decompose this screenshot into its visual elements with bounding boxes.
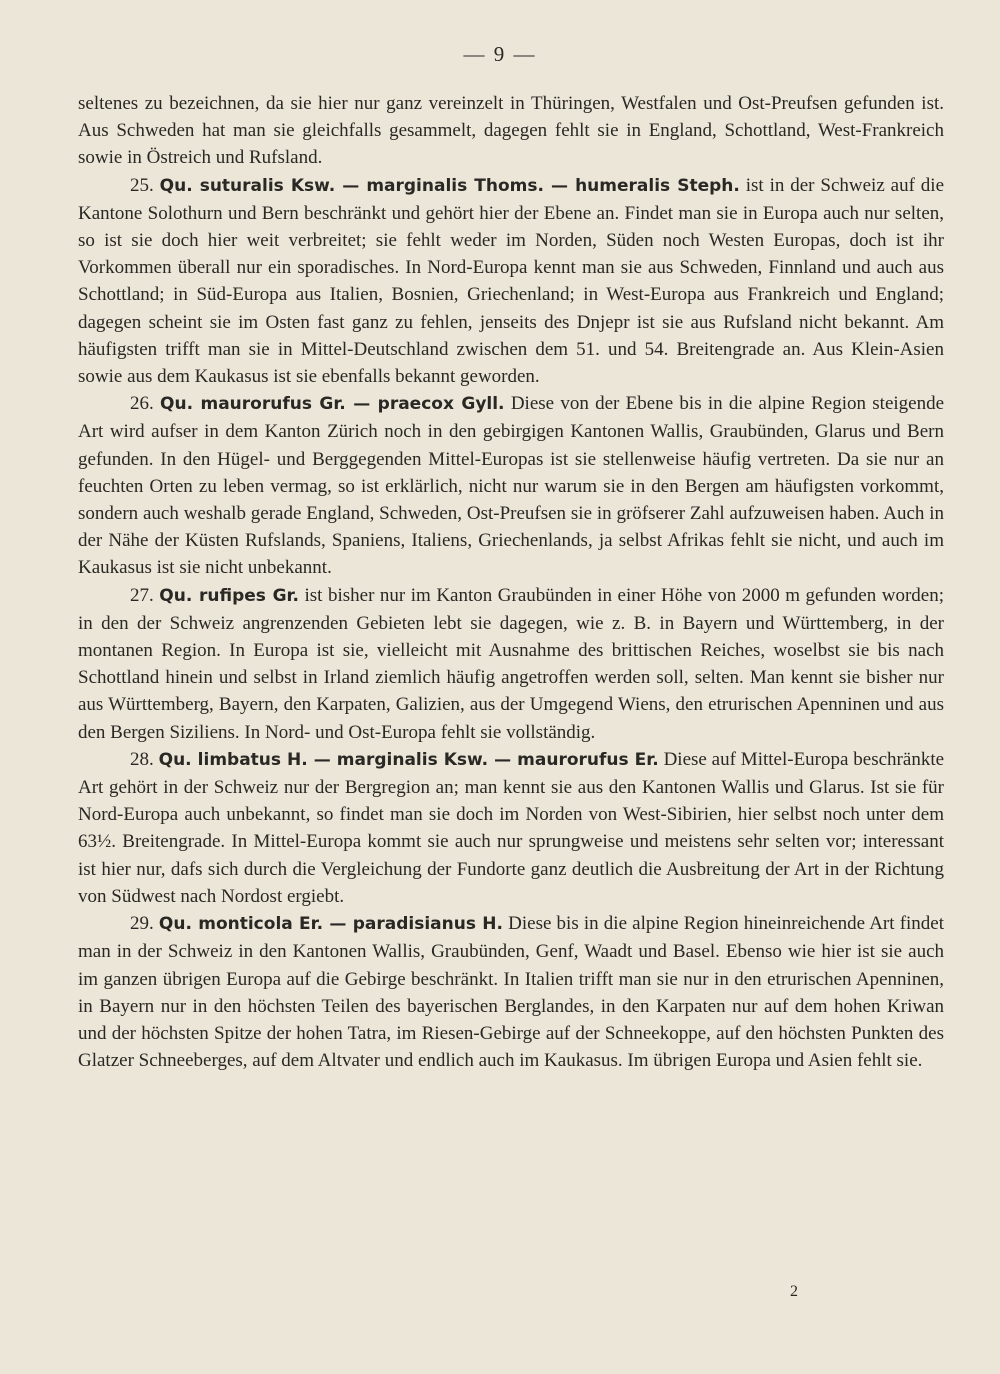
entry-number: 28.: [130, 748, 154, 770]
species-name: Qu. limbatus H. — marginalis Ksw. — maurorufus Er.: [158, 749, 659, 770]
species-name: Qu. suturalis Ksw. — marginalis Thoms. — humeralis Steph.: [159, 175, 740, 196]
species-entry-29: [78, 910, 944, 1074]
entry-number: 29.: [130, 913, 154, 935]
species-entry-27: [78, 582, 944, 746]
entry-text: Diese bis in die alpine Region hineinreichende Art findet man in der Schweiz in den Kantonen Wallis, Graubünden, Genf, Waadt und Basel. Ebenso wie hier ist sie auch im ganzen übrigen Europa auf die Gebirge beschränkt. In Italien trifft man sie nur in den etrurischen Apenninen, in Bayern nur in den höchsten Teilen des bayerischen Berglandes, in den Karpaten nur auf dem hohen Kriwan und der höchsten Spitze der hohen Tatra, im Riesen-Gebirge auf der Schneekoppe, auf den höchsten Punkten des Glatzer Schneeberges, auf dem Altvater und endlich auch im Kaukasus. Im übrigen Europa und Asien fehlt sie.: [78, 913, 945, 1072]
entry-text: ist in der Schweiz auf die Kantone Solothurn und Bern beschränkt und gehört hier der Ebene an. Findet man sie in Europa auch nur selten, so ist sie doch hier weit verbreitet; sie fehlt weder im Norden, Süden noch Westen Europas, doch ist ihr Vorkommen überall nur ein sporadisches. In Nord-Europa kennt man sie aus Schweden, Finnland und auch aus Schottland; in Süd-Europa aus Italien, Bosnien, Griechenland; in West-Europa aus Frankreich und England; dagegen scheint sie im Osten fast ganz zu fehlen, jenseits des Dnjepr ist sie aus Rufsland nicht bekannt. Am häufigsten trifft man sie in Mittel-Deutschland zwischen dem 51. und 54. Breitengrade an. Aus Klein-Asien sowie aus dem Kaukasus ist sie ebenfalls bekannt geworden.: [78, 174, 945, 388]
entry-number: 26.: [130, 393, 154, 415]
species-entry-25: [78, 172, 944, 391]
species-name: Qu. monticola Er. — paradisianus H.: [158, 914, 503, 935]
body-text: [78, 90, 944, 1074]
species-entry-28: [78, 746, 944, 910]
entry-text: Diese auf Mittel-Europa beschränkte Art gehört in der Schweiz nur der Bergregion an; man kennt sie aus den Kantonen Wallis und Glarus. Ist sie für Nord-Europa auch unbekannt, so findet man sie doch im Norden von West-Sibirien, hier selbst noch unter dem 63½. Breitengrade. In Mittel-Europa kommt sie auch nur sprungweise und meistens sehr selten vor; interessant ist hier nur, dafs sich durch die Vergleichung der Fundorte ganz deutlich die Ausbreitung der Art in der Richtung von Südwest nach Nordost ergiebt.: [78, 748, 945, 907]
entry-number: 25.: [130, 174, 154, 196]
species-name: Qu. maurorufus Gr. — praecox Gyll.: [160, 394, 505, 415]
entry-text: ist bisher nur im Kanton Graubünden in einer Höhe von 2000 m gefunden worden; in den der Schweiz angrenzenden Gebieten lebt sie dagegen, wie z. B. in Bayern und Württemberg, in der montanen Region. In Europa ist sie, vielleicht mit Ausnahme des brittischen Reiches, woselbst sie bis nach Schottland hinein und selbst in Irland ziemlich häufig angetroffen werden soll, selten. Man kennt sie bisher nur aus Württemberg, Bayern, den Karpaten, Galizien, aus der Umgegend Wiens, den etrurischen Apenninen und aus den Bergen Siziliens. In Nord- und Ost-Europa fehlt sie vollständig.: [78, 584, 945, 743]
species-name: Qu. rufipes Gr.: [159, 585, 299, 606]
sheet-signature: 2: [790, 1283, 798, 1300]
lead-paragraph: seltenes zu bezeichnen, da sie hier nur ganz vereinzelt in Thüringen, Westfalen und Ost-Preufsen gefunden ist. Aus Schweden hat man sie gleichfalls gesammelt, dagegen fehlt sie in England, Schottland, West-Frankreich sowie in Östreich und Rufsland.: [78, 93, 944, 169]
page-number: — 9 —: [463, 42, 537, 66]
entry-text: Diese von der Ebene bis in die alpine Region steigende Art wird aufser in dem Kanton Zürich noch in den gebirgigen Kantonen Wallis, Graubünden, Glarus und Bern gefunden. In den Hügel- und Berggegenden Mittel-Europas ist sie stellenweise häufig vertreten. Da sie nur an feuchten Orten zu leben vermag, so ist erklärlich, nicht nur warum sie in den Bergen am häufigsten vorkommt, sondern auch weshalb gerade England, Schweden, Ost-Preufsen sie in gröfserer Zahl aufzuweisen haben. Auch in der Nähe der Küsten Rufslands, Spaniens, Italiens, Griechenlands, ja selbst Afrikas fehlt sie nicht, und auch im Kaukasus ist sie nicht unbekannt.: [78, 393, 945, 579]
entry-number: 27.: [130, 584, 154, 606]
species-entry-26: [78, 390, 944, 581]
